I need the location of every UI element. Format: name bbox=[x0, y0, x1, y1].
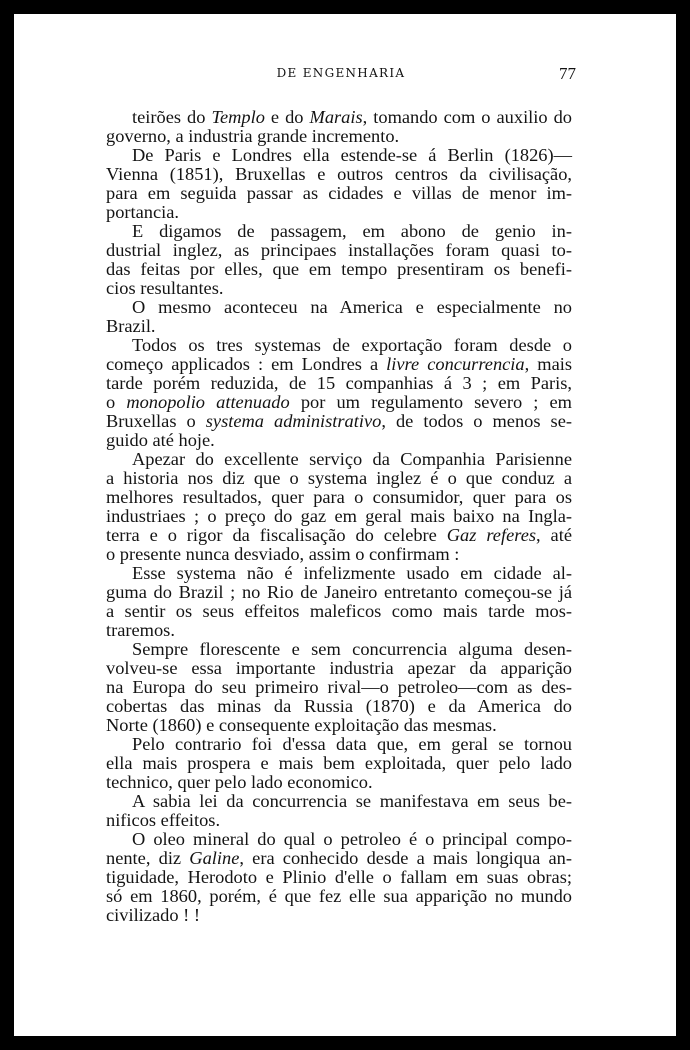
text-line bbox=[106, 336, 572, 355]
text-segment: melhores resultados, quer para o consumidor, quer para os bbox=[106, 487, 572, 507]
text-segment: o bbox=[106, 392, 127, 412]
text-segment: technico, quer pelo lado economico. bbox=[106, 772, 373, 792]
text-line bbox=[106, 165, 572, 184]
text-line bbox=[106, 184, 572, 203]
paragraph bbox=[106, 108, 572, 146]
text-line bbox=[106, 849, 572, 868]
text-segment: Apezar do excellente serviço da Companhia Parisienne bbox=[132, 449, 572, 469]
text-line bbox=[106, 488, 572, 507]
paragraph bbox=[106, 735, 572, 792]
text-line bbox=[106, 697, 572, 716]
page-number: 77 bbox=[559, 64, 576, 83]
text-line bbox=[106, 260, 572, 279]
text-line bbox=[106, 317, 572, 336]
text-segment: nificos effeitos. bbox=[106, 810, 221, 830]
text-line bbox=[106, 526, 572, 545]
paragraph bbox=[106, 640, 572, 735]
text-segment: o presente nunca desviado, assim o confirmam : bbox=[106, 544, 460, 564]
text-segment: teirões do bbox=[132, 107, 212, 127]
text-segment: governo, a industria grande incremento. bbox=[106, 126, 400, 146]
text-segment: traremos. bbox=[106, 620, 175, 640]
text-segment: só em 1860, porém, é que fez elle sua apparição no mundo bbox=[106, 886, 572, 906]
italic-term: Templo bbox=[211, 107, 265, 127]
text-segment: por um regulamento severo ; em bbox=[289, 392, 572, 412]
text-line bbox=[106, 469, 572, 488]
text-segment: tiguidade, Herodoto e Plinio d'elle o fallam em suas obras; bbox=[106, 867, 572, 887]
text-segment: E digamos de passagem, em abono de genio in- bbox=[132, 221, 572, 241]
text-segment: ella mais prospera e mais bem exploitada, quer pelo lado bbox=[106, 753, 572, 773]
text-segment: , tomando com o auxilio do bbox=[362, 107, 572, 127]
text-segment: começo applicados : em Londres a bbox=[106, 354, 387, 374]
text-line bbox=[106, 868, 572, 887]
paragraph bbox=[106, 298, 572, 336]
text-segment: Bruxellas o bbox=[106, 411, 206, 431]
text-line bbox=[106, 678, 572, 697]
text-line bbox=[106, 393, 572, 412]
text-segment: Norte (1860) e consequente exploitação das mesmas. bbox=[106, 715, 497, 735]
text-segment: , mais bbox=[524, 354, 573, 374]
text-segment: na Europa do seu primeiro rival—o petroleo—com as des- bbox=[106, 677, 572, 697]
text-segment: Todos os tres systemas de exportação foram desde o bbox=[132, 335, 572, 355]
text-line bbox=[106, 412, 572, 431]
text-segment: , de todos o menos se- bbox=[381, 411, 573, 431]
text-segment: cios resultantes. bbox=[106, 278, 224, 298]
text-line bbox=[106, 887, 572, 906]
text-segment: guma do Brazil ; no Rio de Janeiro entretanto começou-se já bbox=[106, 582, 572, 602]
text-line bbox=[106, 279, 572, 298]
text-line bbox=[106, 583, 572, 602]
text-line bbox=[106, 507, 572, 526]
text-segment: Sempre florescente e sem concurrencia alguma desen- bbox=[132, 639, 572, 659]
text-segment: Pelo contrario foi d'essa data que, em geral se tornou bbox=[132, 734, 572, 754]
text-line bbox=[106, 298, 572, 317]
text-line bbox=[106, 564, 572, 583]
text-line bbox=[106, 108, 572, 127]
text-segment: para em seguida passar as cidades e villas de menor im- bbox=[106, 183, 572, 203]
text-segment: tarde porém reduzida, de 15 companhias á 3 ; em Paris, bbox=[106, 373, 572, 393]
text-segment: De Paris e Londres ella estende-se á Berlin (1826)— bbox=[132, 145, 572, 165]
text-segment: Vienna (1851), Bruxellas e outros centros da civilisação, bbox=[106, 164, 572, 184]
text-segment: , era conhecido desde a mais longiqua an- bbox=[239, 848, 572, 868]
text-line bbox=[106, 754, 572, 773]
text-line bbox=[106, 374, 572, 393]
italic-term: systema administrativo bbox=[205, 411, 382, 431]
text-line bbox=[106, 621, 572, 640]
book-page bbox=[14, 14, 676, 1036]
text-segment: industriaes ; o preço do gaz em geral mais baixo na Ingla- bbox=[106, 506, 572, 526]
text-line bbox=[106, 450, 572, 469]
text-segment: guido até hoje. bbox=[106, 430, 215, 450]
text-line bbox=[106, 545, 572, 564]
text-line bbox=[106, 431, 572, 450]
text-segment: Brazil. bbox=[106, 316, 156, 336]
text-line bbox=[106, 355, 572, 374]
text-segment: volveu-se essa importante industria apezar da apparição bbox=[106, 658, 572, 678]
text-line bbox=[106, 773, 572, 792]
italic-term: Marais bbox=[309, 107, 363, 127]
text-segment: civilizado ! ! bbox=[106, 905, 200, 925]
text-segment: a sentir os seus effeitos maleficos como mais tarde mos- bbox=[106, 601, 572, 621]
text-segment: O oleo mineral do qual o petroleo é o principal compo- bbox=[132, 829, 572, 849]
body-text bbox=[106, 108, 572, 925]
paragraph bbox=[106, 830, 572, 925]
text-line bbox=[106, 602, 572, 621]
text-line bbox=[106, 792, 572, 811]
italic-term: monopolio attenuado bbox=[126, 392, 290, 412]
paragraph bbox=[106, 336, 572, 450]
text-segment: , até bbox=[536, 525, 572, 545]
text-line bbox=[106, 640, 572, 659]
text-line bbox=[106, 811, 572, 830]
paragraph bbox=[106, 222, 572, 298]
text-segment: dustrial inglez, as principaes installações foram quasi to- bbox=[106, 240, 572, 260]
text-line bbox=[106, 659, 572, 678]
page-header bbox=[106, 64, 576, 88]
text-line bbox=[106, 241, 572, 260]
text-segment: e do bbox=[264, 107, 310, 127]
text-line bbox=[106, 735, 572, 754]
text-line bbox=[106, 222, 572, 241]
text-line bbox=[106, 127, 572, 146]
text-segment: a historia nos diz que o systema inglez é o que conduz a bbox=[106, 468, 572, 488]
text-line bbox=[106, 203, 572, 222]
text-segment: Esse systema não é infelizmente usado em cidade al- bbox=[132, 563, 572, 583]
italic-term: Galine bbox=[189, 848, 240, 868]
text-line bbox=[106, 906, 572, 925]
italic-term: Gaz referes bbox=[446, 525, 537, 545]
text-segment: nente, diz bbox=[106, 848, 190, 868]
paragraph bbox=[106, 146, 572, 222]
running-title: DE ENGENHARIA bbox=[276, 66, 406, 80]
italic-term: livre concurrencia bbox=[386, 354, 525, 374]
paragraph bbox=[106, 792, 572, 830]
text-segment: portancia. bbox=[106, 202, 180, 222]
text-segment: terra e o rigor da fiscalisação do celebre bbox=[106, 525, 447, 545]
paragraph bbox=[106, 564, 572, 640]
paragraph bbox=[106, 450, 572, 564]
text-segment: cobertas das minas da Russia (1870) e da America do bbox=[106, 696, 572, 716]
text-line bbox=[106, 146, 572, 165]
text-segment: O mesmo aconteceu na America e especialmente no bbox=[132, 297, 572, 317]
text-segment: das feitas por elles, que em tempo presentiram os benefi- bbox=[106, 259, 572, 279]
text-line bbox=[106, 830, 572, 849]
text-segment: A sabia lei da concurrencia se manifestava em seus be- bbox=[132, 791, 572, 811]
text-line bbox=[106, 716, 572, 735]
